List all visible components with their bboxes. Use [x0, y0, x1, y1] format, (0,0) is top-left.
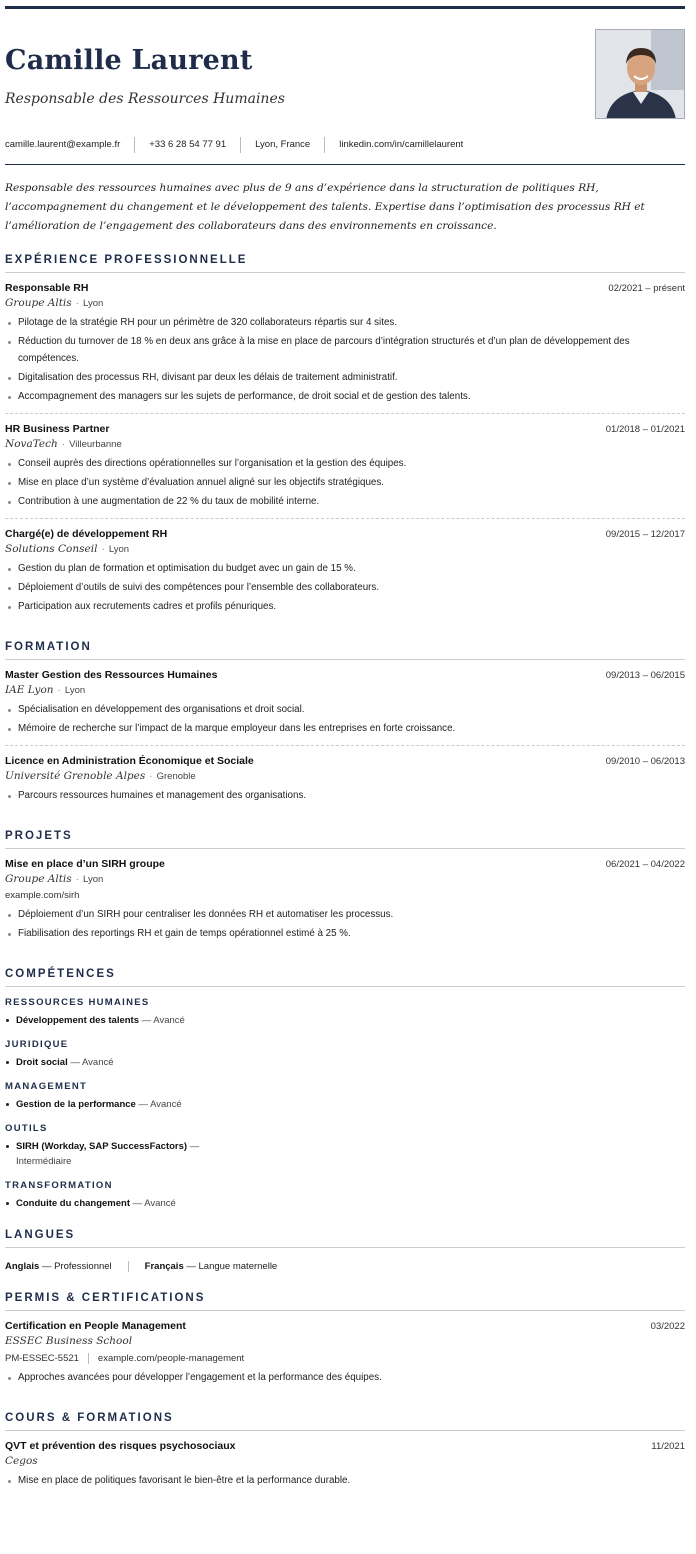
list-item: Fiabilisation des reportings RH et gain de temps opérationnel estimé à 25 %. [5, 925, 685, 942]
separator-dot: · [57, 685, 61, 696]
list-item: Déploiement d’outils de suivi des compétences pour l’ensemble des collaborateurs. [5, 579, 685, 596]
entry-title: Licence en Administration Économique et Sociale [5, 755, 254, 767]
entry-bullets [5, 314, 685, 405]
skill-category: JURIDIQUE [5, 1039, 69, 1050]
skill-dash: — [141, 1015, 152, 1026]
entry-bullets [5, 560, 685, 615]
education-entry [5, 745, 685, 812]
list-item: Participation aux recrutements cadres et profils pénuriques. [5, 598, 685, 615]
entry-date: 09/2013 – 06/2015 [605, 670, 685, 681]
entry-bullets [5, 1472, 685, 1489]
avatar-photo-icon [596, 30, 685, 119]
contact-location: Lyon, France [240, 137, 324, 153]
section-title-experience: EXPÉRIENCE PROFESSIONNELLE [5, 254, 685, 273]
project-entry [5, 849, 685, 950]
contact-phone[interactable]: +33 6 28 54 77 91 [134, 137, 240, 153]
entry-bullets [5, 701, 685, 737]
section-title-languages: LANGUES [5, 1229, 685, 1248]
language-item [128, 1261, 294, 1272]
list-item: Digitalisation des processus RH, divisant par deux les délais de traitement administratif. [5, 369, 685, 386]
skill-name: Droit social [16, 1057, 68, 1068]
skill-level: Avancé [82, 1057, 114, 1068]
entry-organization: Université Grenoble Alpes [5, 770, 146, 782]
skill-dash: — [70, 1057, 80, 1068]
profile-summary: Responsable des ressources humaines avec plus de 9 ans d’expérience dans la structuration de politiques RH, l’accompagnement du changement et le développement des talents. Expertise dans l’optimisation des processus RH et l’amélioration de l’engagement des collaborateurs dans des environnements en croissance. [5, 182, 645, 232]
list-item: Déploiement d’un SIRH pour centraliser les données RH et automatiser les processus. [5, 906, 685, 923]
certification-id: PM-ESSEC-5521 [5, 1353, 79, 1364]
candidate-headline: Responsable des Ressources Humaines [5, 91, 285, 107]
entry-bullets [5, 1369, 685, 1386]
experience-entry [5, 273, 685, 413]
entry-title: QVT et prévention des risques psychosociaux [5, 1440, 236, 1452]
entry-bullets [5, 906, 685, 942]
separator-dot: · [75, 874, 80, 885]
contact-email[interactable]: camille.laurent@example.fr [5, 138, 121, 150]
entry-location: Grenoble [156, 771, 196, 782]
skill-name: Gestion de la performance [16, 1099, 136, 1110]
language-dash: — [186, 1260, 196, 1272]
entry-title: Responsable RH [5, 282, 89, 294]
skill-dash: — [138, 1099, 148, 1110]
list-item: Mise en place de politiques favorisant le bien-être et la performance durable. [5, 1472, 685, 1489]
entry-title: HR Business Partner [5, 423, 110, 435]
entry-date: 02/2021 – présent [608, 283, 685, 294]
certification-meta [5, 1353, 685, 1364]
entry-location: Villeurbanne [69, 439, 122, 450]
section-title-courses: COURS & FORMATIONS [5, 1412, 685, 1431]
skill-category: RESSOURCES HUMAINES [5, 997, 150, 1008]
entry-location: Lyon [83, 298, 104, 309]
skill-level: Avancé [153, 1015, 185, 1026]
contact-linkedin[interactable]: linkedin.com/in/camillelaurent [324, 137, 477, 153]
skill-dash: — [189, 1141, 200, 1152]
list-item: Accompagnement des managers sur les sujets de performance, de droit social et de gestion des talents. [5, 388, 685, 405]
candidate-name: Camille Laurent [5, 45, 253, 76]
section-title-education: FORMATION [5, 641, 685, 660]
entry-title: Chargé(e) de développement RH [5, 528, 168, 540]
list-item: Approches avancées pour développer l’engagement et la performance des équipes. [5, 1369, 685, 1386]
section-title-skills: COMPÉTENCES [5, 968, 685, 987]
skill-item [5, 1196, 205, 1211]
list-item: Spécialisation en développement des organisations et droit social. [5, 701, 685, 718]
skill-category: TRANSFORMATION [5, 1180, 113, 1191]
skill-level: Intermédiaire [16, 1156, 72, 1167]
entry-organization: ESSEC Business School [5, 1335, 133, 1347]
language-name: Anglais [5, 1260, 40, 1272]
skill-level: Avancé [150, 1099, 182, 1110]
entry-location: Lyon [83, 874, 104, 885]
language-name: Français [144, 1260, 184, 1272]
entry-organization: IAE Lyon [5, 684, 54, 696]
languages-list [5, 1258, 685, 1274]
separator-dot: · [75, 298, 80, 309]
skill-category: MANAGEMENT [5, 1081, 88, 1092]
section-title-certifications: PERMIS & CERTIFICATIONS [5, 1292, 685, 1311]
skills-list [5, 997, 685, 1211]
skill-name: Développement des talents [16, 1015, 140, 1026]
project-link[interactable]: example.com/sirh [5, 890, 80, 901]
entry-organization: Cegos [5, 1455, 38, 1467]
entry-date: 11/2021 [651, 1441, 685, 1452]
separator-dot: · [61, 439, 66, 450]
list-item: Parcours ressources humaines et management des organisations. [5, 787, 685, 804]
list-item: Pilotage de la stratégie RH pour un périmètre de 320 collaborateurs répartis sur 4 sites. [5, 314, 685, 331]
certification-link[interactable]: example.com/people-management [88, 1353, 244, 1364]
language-level: Langue maternelle [198, 1260, 278, 1272]
entry-title: Certification en People Management [5, 1320, 186, 1332]
entry-bullets [5, 787, 685, 804]
list-item: Mémoire de recherche sur l’impact de la marque employeur dans les entreprises en forte croissance. [5, 720, 685, 737]
list-item: Mise en place d’un système d’évaluation annuel aligné sur les objectifs stratégiques. [5, 474, 685, 491]
skill-item [5, 1055, 205, 1070]
avatar [595, 29, 685, 119]
contact-bar [5, 125, 685, 165]
language-item [5, 1261, 128, 1272]
entry-organization: NovaTech [5, 438, 58, 450]
resume-header [5, 9, 685, 125]
entry-location: Lyon [108, 544, 130, 555]
entry-date: 01/2018 – 01/2021 [605, 424, 685, 435]
skill-name: Conduite du changement [16, 1198, 130, 1209]
skill-level: Avancé [144, 1198, 176, 1209]
entry-date: 09/2010 – 06/2013 [605, 756, 685, 767]
entry-location: Lyon [64, 685, 86, 696]
skill-name: SIRH (Workday, SAP SuccessFactors) [16, 1141, 188, 1152]
skill-item [5, 1097, 205, 1112]
entry-organization: Solutions Conseil [5, 543, 98, 555]
separator-dot: · [149, 771, 153, 782]
entry-title: Mise en place d’un SIRH groupe [5, 858, 165, 870]
skill-dash: — [132, 1198, 143, 1209]
experience-entry [5, 413, 685, 518]
section-title-projects: PROJETS [5, 830, 685, 849]
entry-date: 09/2015 – 12/2017 [605, 529, 685, 540]
list-item: Gestion du plan de formation et optimisation du budget avec un gain de 15 %. [5, 560, 685, 577]
language-level: Professionnel [54, 1260, 112, 1272]
skill-category: OUTILS [5, 1123, 48, 1134]
entry-date: 06/2021 – 04/2022 [605, 859, 685, 870]
skill-item [5, 1139, 205, 1169]
separator-dot: · [101, 544, 105, 555]
entry-date: 03/2022 [650, 1321, 685, 1332]
entry-title: Master Gestion des Ressources Humaines [5, 669, 218, 681]
certification-entry [5, 1311, 685, 1394]
entry-organization: Groupe Altis [5, 297, 72, 309]
list-item: Conseil auprès des directions opérationnelles sur l’organisation et la gestion des équipes. [5, 455, 685, 472]
list-item: Réduction du turnover de 18 % en deux ans grâce à la mise en place de parcours d’intégration structurés et d’un plan de développement des compétences. [5, 333, 685, 367]
language-dash: — [41, 1260, 52, 1272]
education-entry [5, 660, 685, 745]
entry-organization: Groupe Altis [5, 873, 72, 885]
experience-entry [5, 518, 685, 623]
skill-item [5, 1013, 205, 1028]
course-entry [5, 1431, 685, 1497]
entry-bullets [5, 455, 685, 510]
list-item: Contribution à une augmentation de 22 % du taux de mobilité interne. [5, 493, 685, 510]
